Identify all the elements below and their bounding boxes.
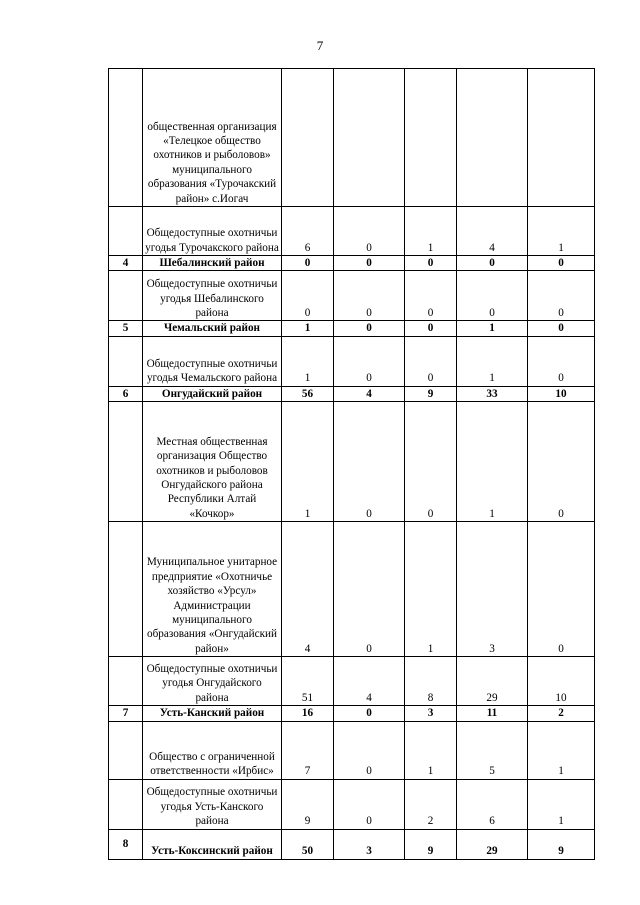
value-cell: 51 bbox=[282, 657, 334, 706]
organization-name: общественная организация «Телецкое общество охотников и рыболовов» муниципального образования «Турочакский район» с.Иогач bbox=[143, 69, 282, 207]
value-cell: 3 bbox=[405, 706, 457, 721]
value-cell: 3 bbox=[334, 829, 405, 859]
value-cell: 0 bbox=[334, 402, 405, 522]
value-cell bbox=[282, 69, 334, 207]
value-cell: 1 bbox=[405, 207, 457, 256]
value-cell: 0 bbox=[528, 321, 595, 336]
row-number bbox=[109, 522, 143, 657]
district-row bbox=[109, 256, 595, 271]
row-number bbox=[109, 779, 143, 829]
value-cell: 0 bbox=[405, 321, 457, 336]
table-row bbox=[109, 336, 595, 386]
value-cell: 50 bbox=[282, 829, 334, 859]
value-cell: 1 bbox=[457, 321, 528, 336]
row-number bbox=[109, 271, 143, 321]
row-number bbox=[109, 657, 143, 706]
value-cell: 0 bbox=[282, 256, 334, 271]
table-row bbox=[109, 271, 595, 321]
value-cell: 1 bbox=[528, 779, 595, 829]
row-number: 4 bbox=[109, 256, 143, 271]
hunting-grounds-table bbox=[108, 68, 595, 860]
value-cell bbox=[334, 69, 405, 207]
table-row bbox=[109, 402, 595, 522]
value-cell: 9 bbox=[282, 779, 334, 829]
value-cell: 0 bbox=[334, 706, 405, 721]
value-cell: 1 bbox=[282, 402, 334, 522]
value-cell: 0 bbox=[528, 256, 595, 271]
value-cell: 4 bbox=[457, 207, 528, 256]
district-name: Шебалинский район bbox=[143, 256, 282, 271]
value-cell: 1 bbox=[528, 721, 595, 779]
organization-name: Общедоступные охотничьи угодья Чемальского района bbox=[143, 336, 282, 386]
district-row bbox=[109, 829, 595, 859]
value-cell: 8 bbox=[405, 657, 457, 706]
organization-name: Общедоступные охотничьи угодья Шебалинского района bbox=[143, 271, 282, 321]
row-number bbox=[109, 69, 143, 207]
value-cell: 4 bbox=[334, 657, 405, 706]
value-cell: 0 bbox=[334, 721, 405, 779]
district-row bbox=[109, 321, 595, 336]
organization-name: Общедоступные охотничьи угодья Турочакского района bbox=[143, 207, 282, 256]
district-name: Усть-Канский район bbox=[143, 706, 282, 721]
value-cell: 1 bbox=[457, 402, 528, 522]
table-row bbox=[109, 207, 595, 256]
value-cell: 0 bbox=[405, 271, 457, 321]
value-cell: 4 bbox=[282, 522, 334, 657]
value-cell: 0 bbox=[334, 256, 405, 271]
value-cell: 33 bbox=[457, 386, 528, 401]
table-row bbox=[109, 657, 595, 706]
value-cell: 0 bbox=[528, 522, 595, 657]
value-cell: 0 bbox=[528, 271, 595, 321]
row-number: 8 bbox=[109, 829, 143, 859]
value-cell: 0 bbox=[457, 271, 528, 321]
table-row bbox=[109, 522, 595, 657]
value-cell: 0 bbox=[334, 522, 405, 657]
value-cell: 6 bbox=[282, 207, 334, 256]
organization-name: Общедоступные охотничьи угодья Усть-Канского района bbox=[143, 779, 282, 829]
value-cell: 0 bbox=[334, 336, 405, 386]
value-cell: 16 bbox=[282, 706, 334, 721]
row-number: 6 bbox=[109, 386, 143, 401]
value-cell: 11 bbox=[457, 706, 528, 721]
district-row bbox=[109, 386, 595, 401]
district-row bbox=[109, 706, 595, 721]
value-cell: 0 bbox=[334, 779, 405, 829]
value-cell: 7 bbox=[282, 721, 334, 779]
organization-name: Общество с ограниченной ответственности «Ирбис» bbox=[143, 721, 282, 779]
value-cell: 29 bbox=[457, 657, 528, 706]
table-row bbox=[109, 721, 595, 779]
row-number: 7 bbox=[109, 706, 143, 721]
row-number bbox=[109, 207, 143, 256]
row-number bbox=[109, 721, 143, 779]
value-cell: 9 bbox=[528, 829, 595, 859]
value-cell: 1 bbox=[405, 522, 457, 657]
value-cell: 4 bbox=[334, 386, 405, 401]
value-cell: 3 bbox=[457, 522, 528, 657]
table-row bbox=[109, 69, 595, 207]
value-cell: 9 bbox=[405, 829, 457, 859]
value-cell bbox=[528, 69, 595, 207]
value-cell: 1 bbox=[405, 721, 457, 779]
value-cell: 10 bbox=[528, 386, 595, 401]
organization-name: Муниципальное унитарное предприятие «Охотничье хозяйство «Урсул» Администрации муниципального образования «Онгудайский район» bbox=[143, 522, 282, 657]
district-name: Онгудайский район bbox=[143, 386, 282, 401]
value-cell: 1 bbox=[528, 207, 595, 256]
value-cell: 0 bbox=[334, 207, 405, 256]
page-number: 7 bbox=[316, 38, 324, 53]
row-number: 5 bbox=[109, 321, 143, 336]
district-name: Усть-Коксинский район bbox=[143, 829, 282, 859]
value-cell: 2 bbox=[405, 779, 457, 829]
value-cell: 10 bbox=[528, 657, 595, 706]
value-cell: 0 bbox=[334, 271, 405, 321]
value-cell: 0 bbox=[528, 336, 595, 386]
value-cell: 5 bbox=[457, 721, 528, 779]
value-cell: 0 bbox=[334, 321, 405, 336]
value-cell: 1 bbox=[282, 336, 334, 386]
value-cell: 0 bbox=[405, 402, 457, 522]
district-name: Чемальский район bbox=[143, 321, 282, 336]
value-cell: 0 bbox=[282, 271, 334, 321]
organization-name: Местная общественная организация Общество охотников и рыболовов Онгудайского района Республики Алтай «Кочкор» bbox=[143, 402, 282, 522]
value-cell: 1 bbox=[457, 336, 528, 386]
value-cell: 0 bbox=[528, 402, 595, 522]
organization-name: Общедоступные охотничьи угодья Онгудайского района bbox=[143, 657, 282, 706]
row-number bbox=[109, 402, 143, 522]
value-cell: 0 bbox=[405, 336, 457, 386]
value-cell: 0 bbox=[457, 256, 528, 271]
value-cell: 0 bbox=[405, 256, 457, 271]
value-cell: 6 bbox=[457, 779, 528, 829]
value-cell: 56 bbox=[282, 386, 334, 401]
table-row bbox=[109, 779, 595, 829]
value-cell: 9 bbox=[405, 386, 457, 401]
value-cell bbox=[405, 69, 457, 207]
value-cell bbox=[457, 69, 528, 207]
value-cell: 29 bbox=[457, 829, 528, 859]
value-cell: 2 bbox=[528, 706, 595, 721]
row-number bbox=[109, 336, 143, 386]
value-cell: 1 bbox=[282, 321, 334, 336]
